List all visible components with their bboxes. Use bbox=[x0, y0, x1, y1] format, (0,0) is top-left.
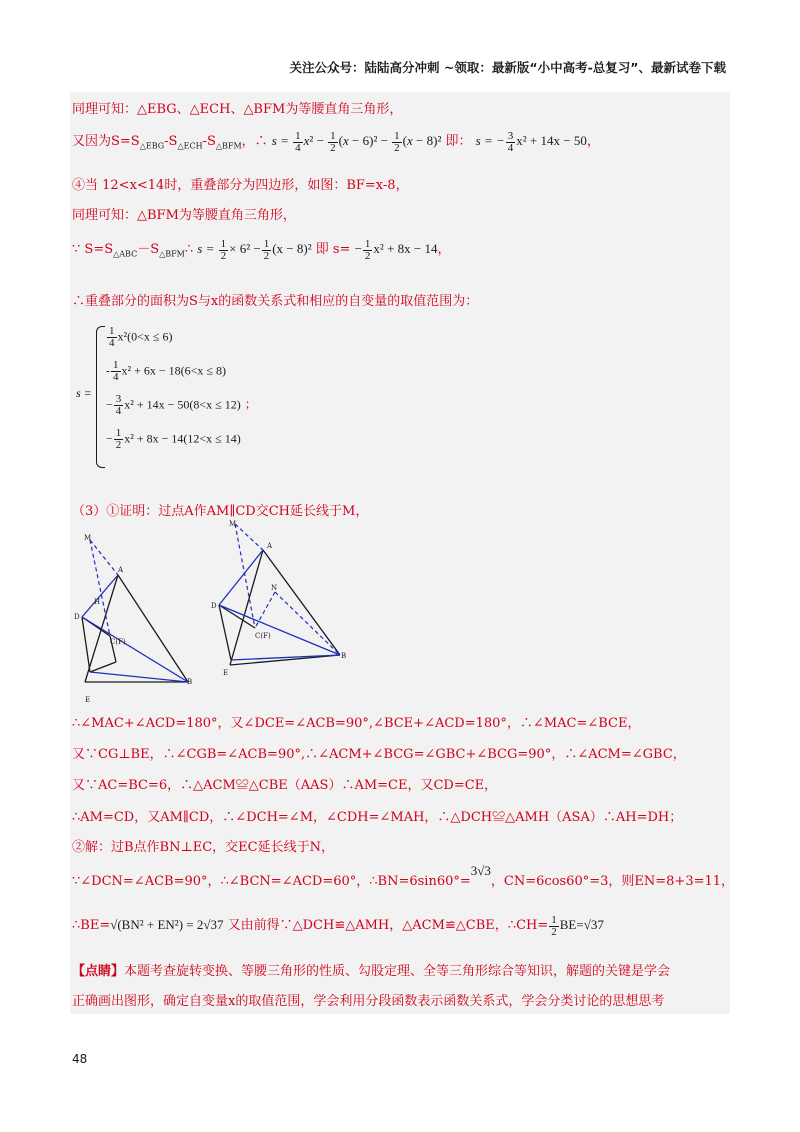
geometry-figures bbox=[70, 520, 370, 704]
line-11: ∴AM=CD，又AM∥CD，∴∠DCH=∠M，∠CDH=∠MAH，∴△DCH≌△AMH（ASA）∴AH=DH； bbox=[72, 810, 683, 825]
label-E: E bbox=[85, 696, 91, 704]
label-M: M bbox=[84, 534, 92, 542]
line-1: 同理可知：△EBG、△ECH、△BFM为等腰直角三角形， bbox=[72, 102, 403, 117]
line-15: 【点睛】本题考查旋转变换、等腰三角形的性质、勾股定理、全等三角形综合等知识，解题的关键是学会 bbox=[72, 964, 671, 979]
line-12: ②解：过B点作BN⊥EC，交EC延长线于N， bbox=[72, 840, 334, 855]
svg-text:M: M bbox=[229, 520, 237, 528]
line-9: 又∵CG⊥BE，∴∠CGB=∠ACB=90°,∴∠ACM+∠BCG=∠GBC+∠BCG=90°，∴∠ACM=∠GBC， bbox=[72, 747, 686, 762]
svg-text:B: B bbox=[341, 652, 347, 660]
line-10: 又∵AC=BC=6，∴△ACM≌△CBE（AAS）∴AM=CE，又CD=CE， bbox=[72, 778, 498, 793]
line-13: ∵∠DCN=∠ACB=90°，∴∠BCN=∠ACD=60°，∴BN=6sin60°=3√3，CN=6cos60°=3，则EN=8+3=11， bbox=[72, 863, 735, 889]
line-4: 同理可知：△BFM为等腰直角三角形， bbox=[72, 208, 296, 223]
line-2: 又因为$S=S_{\triangle EBG}-S_{\triangle ECH}-S_{\triangle BFM}$，∴ s = $\frac{1}{4}$ x² − $\frac{1}{2}$ (x − 6)² − $\frac{1}{2}$ (x − 8)² 即： s = − $\frac{3}{4}$ x² + 14x − 50， bbox=[72, 129, 600, 154]
line-8: ∴∠MAC+∠ACD=180°，又∠DCE=∠ACB=90°,∠BCE+∠ACD=180°，∴∠MAC=∠BCE， bbox=[72, 716, 641, 731]
label-D: D bbox=[74, 613, 80, 621]
figure-1 bbox=[82, 575, 188, 682]
line-5: ∵ $S=S_{\triangle ABC}-S_{\triangle BFM}\therefore$ s = $\frac{1}{2}$ × 6² − $\frac{1}{2}$ (x − 8)² 即 s= − $\frac{1}{2}$ x² + 8x − 14， bbox=[72, 237, 451, 262]
line-3: ④当 12<x<14时，重叠部分为四边形，如图：BF=x-8， bbox=[72, 178, 409, 193]
svg-text:D: D bbox=[211, 602, 217, 610]
piecewise-function: s = $\frac{1}{4}$ x²(0<x ≤ 6) - $\frac{1}{4}$ x² + 6x − 18(6<x ≤ 8) − $\frac{3}{4}$ x² + 14x − 50(8<x ≤ 12) ； − $\frac{1}{2}$ x² + 8x − 14(12<x ≤ 14) bbox=[76, 322, 306, 472]
label-H: H bbox=[94, 598, 101, 606]
label-N: N bbox=[271, 584, 278, 592]
line-16: 正确画出图形，确定自变量x的取值范围，学会利用分段函数表示函数关系式，学会分类讨论的思想思考 bbox=[72, 994, 665, 1009]
page-number: 48 bbox=[72, 1052, 88, 1066]
line-6: ∴重叠部分的面积为S与x的函数关系式和相应的自变量的取值范围为： bbox=[72, 294, 479, 309]
line-7: （3）①证明：过点A作AM∥CD交CH延长线于M， bbox=[72, 504, 369, 519]
page-header: 关注公众号：陆陆高分冲刺 ~领取：最新版“小中高考-总复习”、最新试卷下载 bbox=[289, 60, 726, 75]
line-14: ∴BE=√(BN² + EN²) = 2√37 又由前得∵△DCH≌△AMH，△ACM≌△CBE，∴CH= $\frac{1}{2}$ BE=√37 bbox=[72, 913, 604, 938]
svg-text:E: E bbox=[223, 669, 229, 677]
svg-text:C(F): C(F) bbox=[255, 632, 271, 640]
svg-text:A: A bbox=[267, 542, 273, 550]
solution-content bbox=[70, 92, 735, 1014]
label-A: A bbox=[118, 566, 124, 574]
label-B: B bbox=[187, 678, 193, 686]
label-C: C(F) bbox=[110, 638, 126, 646]
